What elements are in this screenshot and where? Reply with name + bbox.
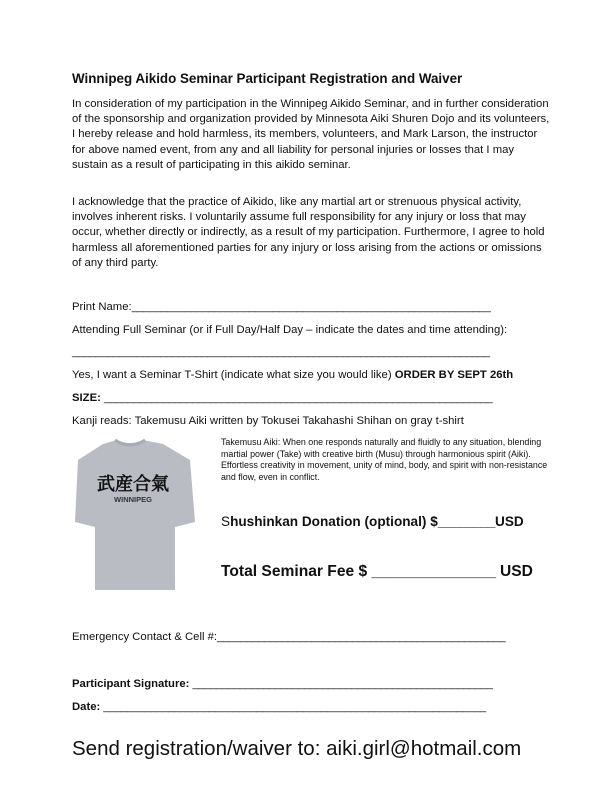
date-field[interactable]: _________________________________________________________________ bbox=[103, 701, 486, 713]
donation-row bbox=[221, 514, 524, 529]
size-row bbox=[72, 392, 492, 404]
date-row bbox=[72, 701, 486, 713]
size-label: SIZE: bbox=[72, 392, 105, 404]
release-paragraph: In consideration of my participation in the Winnipeg Aikido Seminar, and in further consideration of the sponsorship and organization provided by Minnesota Aiki Shuren Dojo and its volunteers, I hereby release and hold harmless, its members, volunteers, and Mark Larson, the instructor for above named event, from any and all liability for personal injuries or losses that I may sustain as a result of participating in this aikido seminar. bbox=[72, 98, 550, 171]
total-fee-currency: USD bbox=[495, 563, 533, 580]
email-link[interactable]: aiki.girl@hotmail.com bbox=[326, 737, 522, 760]
attending-label: Attending Full Seminar (or if Full Day/Half Day – indicate the dates and time attending): bbox=[72, 324, 508, 336]
signature-label: Participant Signature: bbox=[72, 678, 193, 690]
tshirt-label: Yes, I want a Seminar T-Shirt (indicate what size you would like) bbox=[72, 369, 395, 381]
donation-label-initial: S bbox=[221, 514, 231, 529]
donation-currency: USD bbox=[495, 514, 524, 529]
print-name-row bbox=[72, 301, 491, 313]
risk-paragraph: I acknowledge that the practice of Aikido, like any martial art or strenuous physical activity, involves inherent risks. I voluntarily assume full responsibility for any injury or loss that may occur, whether directly or indirectly, as a result of my participation. Furthermore, I agree to hold harmless all aforementioned parties for any injury or loss arising from the actions or omissions of any third party. bbox=[72, 196, 545, 269]
tshirt-deadline: ORDER BY SEPT 26th bbox=[394, 369, 514, 381]
tshirt-body bbox=[75, 440, 195, 590]
date-label: Date: bbox=[72, 701, 104, 713]
send-label: Send registration/waiver to: bbox=[72, 737, 327, 760]
donation-label: hushinkan Donation (optional) $ bbox=[230, 514, 438, 529]
size-field[interactable]: __________________________________________________________________ bbox=[104, 392, 493, 404]
attending-field[interactable]: _______________________________________________________________________ bbox=[72, 346, 490, 358]
emergency-field[interactable]: _________________________________________________ bbox=[217, 631, 506, 643]
tshirt-row bbox=[72, 369, 513, 381]
emergency-row bbox=[72, 631, 505, 643]
document-title: Winnipeg Aikido Seminar Participant Registration and Waiver bbox=[72, 71, 463, 86]
send-instructions bbox=[72, 737, 521, 761]
print-name-label: Print Name: bbox=[72, 301, 132, 313]
print-name-field[interactable]: _____________________________________________________________ bbox=[131, 301, 491, 313]
signature-field[interactable]: ___________________________________________________ bbox=[192, 678, 493, 690]
tshirt-image bbox=[45, 432, 215, 597]
signature-row bbox=[72, 678, 493, 690]
total-fee-row bbox=[221, 563, 533, 581]
kanji-note: Kanji reads: Takemusu Aiki written by Tokusei Takahashi Shihan on gray t-shirt bbox=[72, 415, 464, 427]
total-fee-label: Total Seminar Fee $ bbox=[221, 563, 372, 580]
takemusu-description: Takemusu Aiki: When one responds naturally and fluidly to any situation, blending martial power (Take) with creative birth (Musu) through harmonious spirit (Aiki). Effortless creativity in movement, unity of mind, body, and spirit with non-resistance and flow, even in conflict. bbox=[221, 437, 548, 483]
total-fee-field[interactable]: _______________ bbox=[371, 563, 496, 580]
emergency-label: Emergency Contact & Cell #: bbox=[72, 631, 218, 643]
tshirt-kanji: 武産合氣 bbox=[97, 474, 169, 495]
tshirt-print-text: WINNIPEG bbox=[114, 495, 152, 504]
donation-field[interactable]: ________ bbox=[437, 514, 496, 529]
